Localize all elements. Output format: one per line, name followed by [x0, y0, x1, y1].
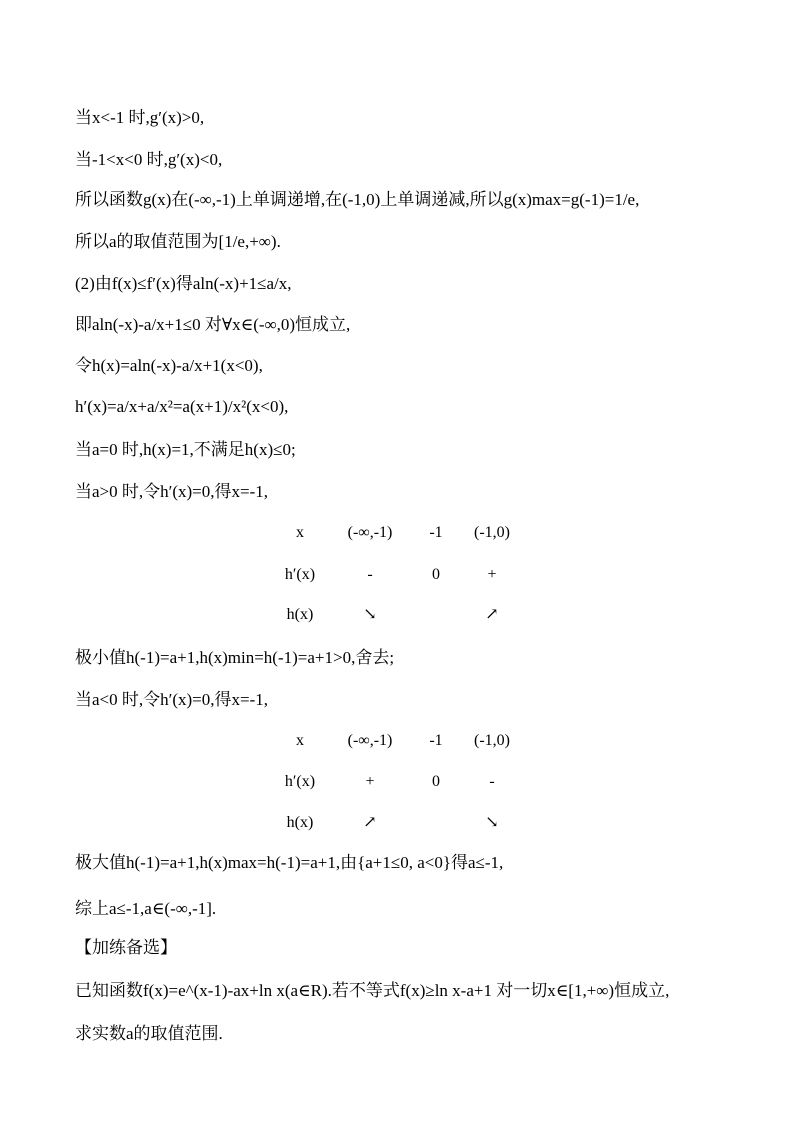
- problem-line-2: 求实数a的取值范围.: [75, 1024, 223, 1043]
- table1-cell: h′(x): [284, 566, 316, 583]
- text-line-13: 极大值h(-1)=a+1,h(x)max=h(-1)=a+1,由{a+1≤0, a<0}得a≤-1,: [75, 853, 504, 872]
- text-line-12: 当a<0 时,令h′(x)=0,得x=-1,: [75, 690, 269, 709]
- table1-cell: +: [487, 566, 497, 583]
- table2-header-cell: (-1,0): [474, 732, 510, 749]
- text-line-14: 综上a≤-1,a∈(-∞,-1].: [75, 899, 217, 918]
- text-line-1: 当x<-1 时,g′(x)>0,: [75, 108, 205, 127]
- text-line-8: h′(x)=a/x+a/x²=a(x+1)/x²(x<0),: [75, 397, 289, 416]
- table1-header-cell: (-∞,-1): [347, 524, 393, 541]
- problem-line-1: 已知函数f(x)=e^(x-1)-ax+ln x(a∈R).若不等式f(x)≥ln x-a+1 对一切x∈[1,+∞)恒成立,: [75, 981, 670, 1000]
- table1-cell: -: [367, 566, 373, 583]
- table2-header-cell: (-∞,-1): [347, 732, 393, 749]
- decreasing-arrow-icon: ↘: [485, 814, 499, 831]
- table2-cell: h(x): [286, 814, 314, 831]
- increasing-arrow-icon: ↗: [485, 606, 499, 623]
- text-line-4: 所以a的取值范围为[1/e,+∞).: [75, 232, 281, 251]
- text-line-7: 令h(x)=aln(-x)-a/x+1(x<0),: [75, 356, 263, 375]
- table1-header-cell: (-1,0): [474, 524, 510, 541]
- text-line-5: (2)由f(x)≤f′(x)得aln(-x)+1≤a/x,: [75, 274, 292, 293]
- table1-header-cell: -1: [429, 524, 443, 541]
- text-line-2: 当-1<x<0 时,g′(x)<0,: [75, 150, 223, 169]
- table1-header-cell: x: [296, 524, 304, 541]
- text-line-10: 当a>0 时,令h′(x)=0,得x=-1,: [75, 482, 269, 501]
- increasing-arrow-icon: ↗: [363, 814, 377, 831]
- table2-cell: 0: [432, 773, 440, 790]
- text-line-11: 极小值h(-1)=a+1,h(x)min=h(-1)=a+1>0,舍去;: [75, 648, 395, 667]
- text-line-6: 即aln(-x)-a/x+1≤0 对∀x∈(-∞,0)恒成立,: [75, 315, 351, 334]
- table1-cell: h(x): [286, 606, 314, 623]
- section-heading-extra-practice: 【加练备选】: [75, 938, 177, 957]
- table2-header-cell: x: [296, 732, 304, 749]
- text-line-3: 所以函数g(x)在(-∞,-1)上单调递增,在(-1,0)上单调递减,所以g(x)max=g(-1)=1/e,: [75, 190, 640, 209]
- table2-cell: +: [365, 773, 375, 790]
- table2-header-cell: -1: [429, 732, 443, 749]
- table2-cell: h′(x): [284, 773, 316, 790]
- text-line-9: 当a=0 时,h(x)=1,不满足h(x)≤0;: [75, 440, 296, 459]
- decreasing-arrow-icon: ↘: [363, 606, 377, 623]
- table2-cell: -: [489, 773, 495, 790]
- table1-cell: 0: [432, 566, 440, 583]
